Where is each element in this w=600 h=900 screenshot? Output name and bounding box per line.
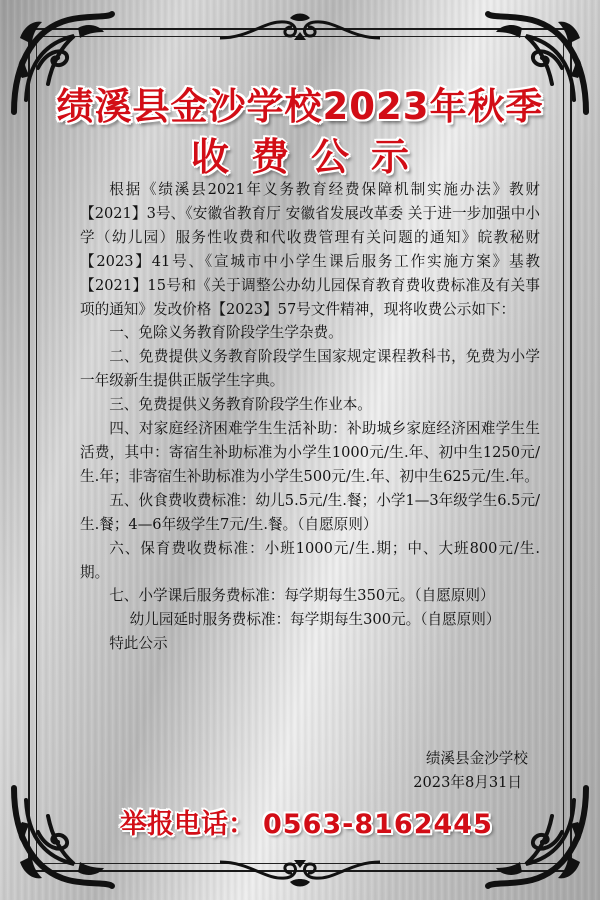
intro-paragraph: 根据《绩溪县2021年义务教育经费保障机制实施办法》教财【2021】3号、《安徽省教育厅 安徽省发展改革委 关于进一步加强中小学（幼儿园）服务性收费和代收费管理有关问题的通知》皖教秘财【2023】41号、《宣城市中小学生课后服务工作实施方案》基教【2021】15号和《关于调整公办幼儿园保育教育费收费标准及有关事项的通知》发改价格【2023】57号文件精神，现将收费公示如下： [80,181,540,318]
item-6: 六、保育费收费标准：小班1000元/生.期；中、大班800元/生.期。 [80,539,540,581]
bottom-scroll-ornament [210,854,390,888]
notice-subtitle: 收费公示 [190,134,431,179]
item-1: 一、免除义务教育阶段学生学杂费。 [109,324,343,342]
corner-ornament-bottom-right [482,782,592,892]
hotline-number: 0563-8162445 [263,809,493,840]
item-3: 三、免费提供义务教育阶段学生作业本。 [109,396,372,414]
closing-line: 特此公示 [109,635,168,653]
item-4: 四、对家庭经济困难学生生活补助：补助城乡家庭经济困难学生生活费，其中：寄宿生补助标准为小学生1000元/生.年、初中生1250元/生.年；非寄宿生补助标准为小学生500元/生.年、初中生625元/生.年。 [80,420,540,485]
top-scroll-ornament [210,12,390,46]
item-5: 五、伙食费收费标准：幼儿5.5元/生.餐；小学1—3年级学生6.5元/生.餐；4—6年级学生7元/生.餐。（自愿原则） [80,491,540,533]
corner-ornament-bottom-left [8,782,118,892]
item-7-kindergarten: 幼儿园延时服务费标准：每学期每生300元。（自愿原则） [129,611,501,629]
item-2: 二、免费提供义务教育阶段学生国家规定课程教科书，免费为小学一年级新生提供正版学生字典。 [80,348,540,390]
notice-body [80,178,540,656]
hotline-label: 举报电话： [120,809,255,840]
report-hotline [120,802,493,841]
notice-title: 绩溪县金沙学校2023年秋季 [56,85,544,128]
item-7: 七、小学课后服务费标准：每学期每生350元。（自愿原则） [109,587,495,605]
notice-date: 2023年8月31日 [413,774,522,791]
school-signature: 绩溪县金沙学校 [425,750,528,767]
